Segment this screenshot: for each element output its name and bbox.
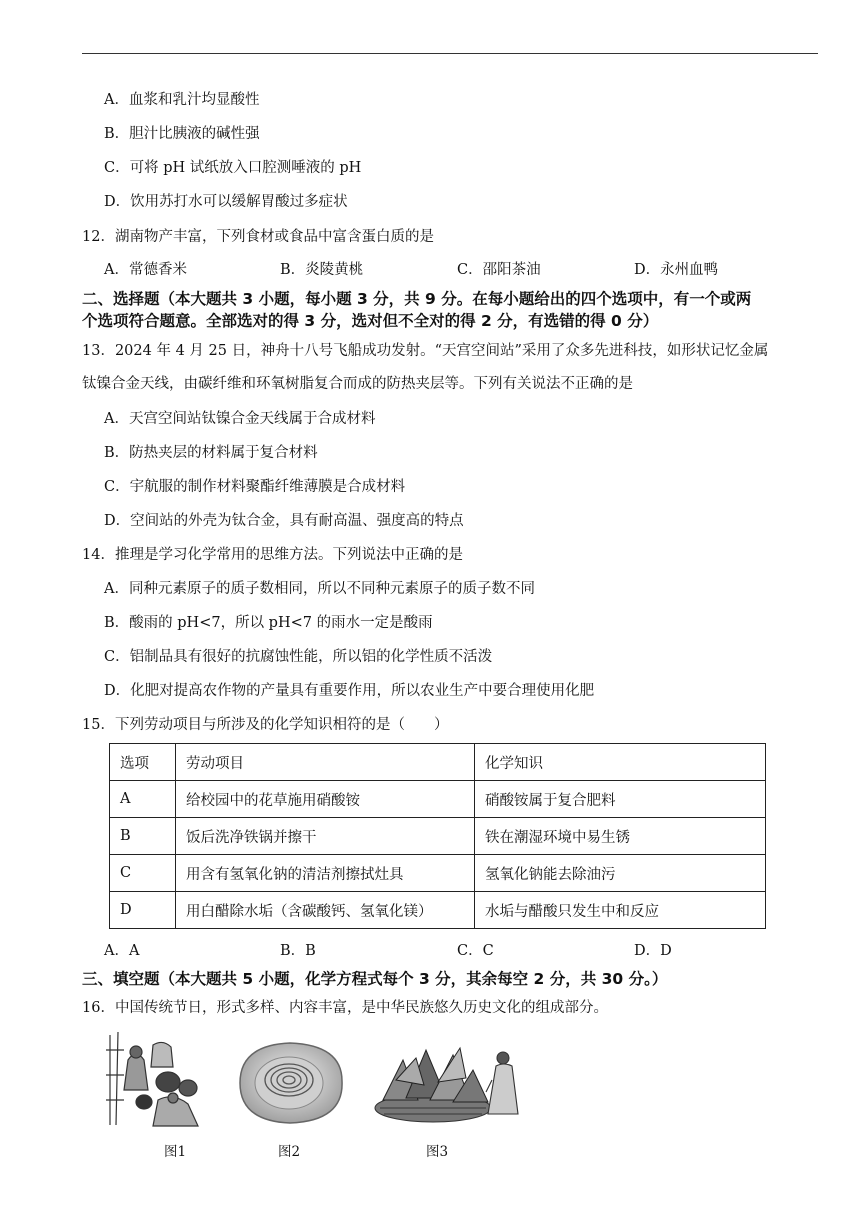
table-cell: B bbox=[110, 818, 176, 855]
q14-option-c: C．铝制品具有很好的抗腐蚀性能，所以铝的化学性质不活泼 bbox=[104, 649, 493, 665]
table-cell: 氢氧化钠能去除油污 bbox=[475, 855, 766, 892]
q12-option-d: D．永州血鸭 bbox=[634, 262, 719, 278]
table-header-cell: 劳动项目 bbox=[176, 744, 475, 781]
table-cell: 给校园中的花草施用硝酸铵 bbox=[176, 781, 475, 818]
figure-1-festival-people-image bbox=[98, 1030, 218, 1130]
q12-option-c: C．邵阳茶油 bbox=[457, 262, 541, 278]
q15-option-d: D．D bbox=[634, 943, 672, 959]
q11-option-b: B．胆汁比胰液的碱性强 bbox=[104, 126, 260, 142]
table-cell: D bbox=[110, 892, 176, 929]
q11-option-a: A．血浆和乳汁均显酸性 bbox=[104, 92, 260, 108]
figure-2-coil-plate-image bbox=[232, 1038, 347, 1128]
table-header-row bbox=[110, 744, 766, 781]
q14-option-a: A．同种元素原子的质子数相同，所以不同种元素原子的质子数不同 bbox=[104, 581, 535, 597]
table-header-cell: 选项 bbox=[110, 744, 176, 781]
table-row bbox=[110, 892, 766, 929]
table-cell: 用含有氢氧化钠的清洁剂擦拭灶具 bbox=[176, 855, 475, 892]
table-cell: A bbox=[110, 781, 176, 818]
figure-1-caption: 图1 bbox=[164, 1144, 187, 1160]
table-cell: 硝酸铵属于复合肥料 bbox=[475, 781, 766, 818]
section2-heading-line2: 个选项符合题意。全部选对的得 3 分，选对但不全对的得 2 分，有选错的得 0 分） bbox=[82, 312, 659, 330]
q15-option-c: C．C bbox=[457, 943, 494, 959]
table-row bbox=[110, 855, 766, 892]
table-cell: 用白醋除水垢（含碳酸钙、氢氧化镁） bbox=[176, 892, 475, 929]
q11-option-c: C．可将 pH 试纸放入口腔测唾液的 pH bbox=[104, 160, 362, 176]
q13-option-b: B．防热夹层的材料属于复合材料 bbox=[104, 445, 318, 461]
table-header-cell: 化学知识 bbox=[475, 744, 766, 781]
figure-3-zongzi-basket-image bbox=[368, 1030, 528, 1128]
table-row bbox=[110, 781, 766, 818]
q14-stem: 14．推理是学习化学常用的思维方法。下列说法中正确的是 bbox=[82, 547, 463, 563]
q15-option-a: A．A bbox=[104, 943, 140, 959]
q13-option-c: C．宇航服的制作材料聚酯纤维薄膜是合成材料 bbox=[104, 479, 406, 495]
q16-stem: 16．中国传统节日，形式多样、内容丰富，是中华民族悠久历史文化的组成部分。 bbox=[82, 1000, 608, 1016]
section3-heading: 三、填空题（本大题共 5 小题，化学方程式每个 3 分，其余每空 2 分，共 30 分。） bbox=[82, 970, 668, 988]
q15-option-b: B．B bbox=[280, 943, 316, 959]
figure-2-caption: 图2 bbox=[278, 1144, 301, 1160]
table-cell: 饭后洗净铁锅并擦干 bbox=[176, 818, 475, 855]
q13-option-a: A．天宫空间站钛镍合金天线属于合成材料 bbox=[104, 411, 376, 427]
q11-option-d: D．饮用苏打水可以缓解胃酸过多症状 bbox=[104, 194, 348, 210]
header-rule bbox=[82, 53, 818, 54]
figure-3-caption: 图3 bbox=[426, 1144, 449, 1160]
q12-option-a: A．常德香米 bbox=[104, 262, 187, 278]
q14-option-b: B．酸雨的 pH<7，所以 pH<7 的雨水一定是酸雨 bbox=[104, 615, 433, 631]
q13-stem-line2: 钛镍合金天线，由碳纤维和环氧树脂复合而成的防热夹层等。下列有关说法不正确的是 bbox=[82, 376, 633, 392]
table-cell: C bbox=[110, 855, 176, 892]
q13-stem-line1: 13．2024 年 4 月 25 日，神舟十八号飞船成功发射。“天宫空间站”采用了众多先进科技，如形状记忆金属 bbox=[82, 343, 769, 359]
table-cell: 水垢与醋酸只发生中和反应 bbox=[475, 892, 766, 929]
q12-option-b: B．炎陵黄桃 bbox=[280, 262, 364, 278]
section2-heading-line1: 二、选择题（本大题共 3 小题，每小题 3 分，共 9 分。在每小题给出的四个选项中，有一个或两 bbox=[82, 290, 752, 308]
q15-table bbox=[109, 743, 766, 929]
q15-stem: 15．下列劳动项目与所涉及的化学知识相符的是（ ） bbox=[82, 717, 449, 733]
q12-stem: 12．湖南物产丰富，下列食材或食品中富含蛋白质的是 bbox=[82, 229, 434, 245]
q13-option-d: D．空间站的外壳为钛合金，具有耐高温、强度高的特点 bbox=[104, 513, 464, 529]
table-row bbox=[110, 818, 766, 855]
table-cell: 铁在潮湿环境中易生锈 bbox=[475, 818, 766, 855]
q14-option-d: D．化肥对提高农作物的产量具有重要作用，所以农业生产中要合理使用化肥 bbox=[104, 683, 595, 699]
